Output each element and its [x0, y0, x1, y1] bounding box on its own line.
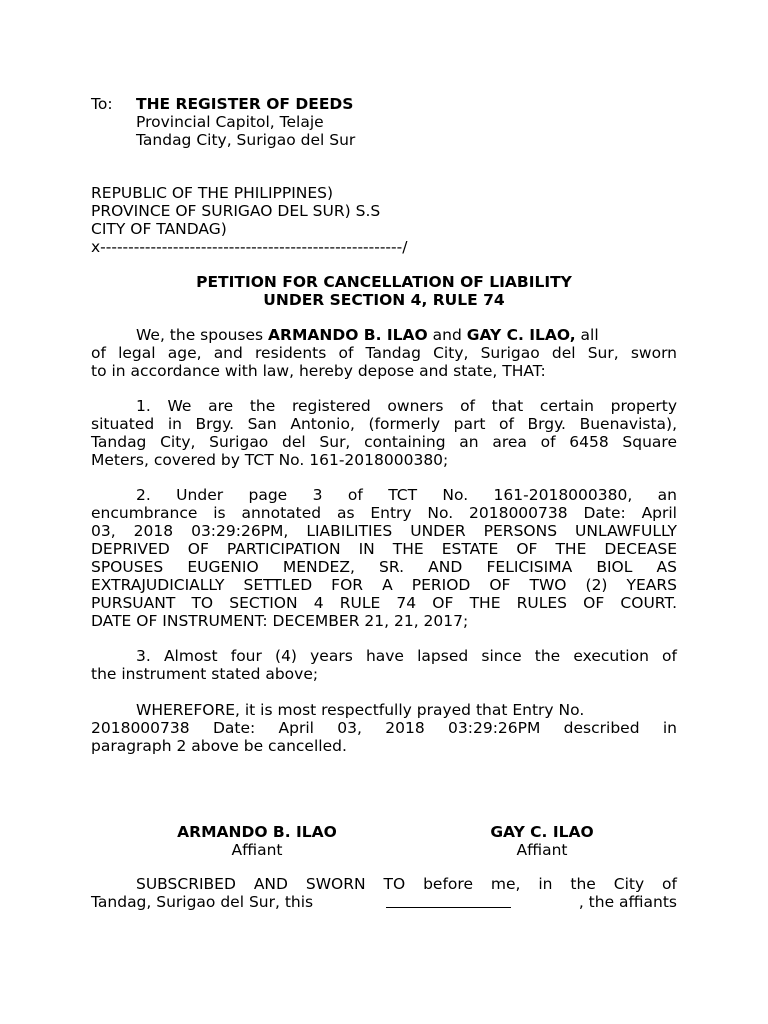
- wherefore-line3: paragraph 2 above be cancelled.: [91, 737, 347, 755]
- signatory-1-name: ARMANDO B. ILAO: [177, 823, 337, 841]
- venue-line3: CITY OF TANDAG): [91, 220, 227, 238]
- para2-line6: EXTRAJUDICIALLY SETTLED FOR A PERIOD OF TWO (2) YEARS: [91, 576, 677, 594]
- jurat-line2: [91, 893, 677, 911]
- jurat-line2-post: , the affiants: [578, 893, 677, 911]
- para1-line1: 1. We are the registered owners of that certain property: [136, 397, 677, 415]
- addressee-address-line1: Provincial Capitol, Telaje: [136, 113, 324, 131]
- jurat-line1: SUBSCRIBED AND SWORN TO before me, in the City of: [136, 875, 677, 893]
- intro-pre: We, the spouses: [136, 326, 269, 344]
- para2-line2: encumbrance is annotated as Entry No. 2018000738 Date: April: [91, 504, 677, 522]
- venue-line1: REPUBLIC OF THE PHILIPPINES): [91, 184, 334, 202]
- date-blank-line: [386, 893, 511, 908]
- intro-post: all: [575, 326, 599, 344]
- venue-separator: x------------------------------------------------------/: [91, 238, 408, 256]
- jurat-line2-pre: Tandag, Surigao del Sur, this: [91, 893, 319, 911]
- venue-line2: PROVINCE OF SURIGAO DEL SUR) S.S: [91, 202, 381, 220]
- intro-name1: ARMANDO B. ILAO: [268, 326, 428, 344]
- document-title-line1: PETITION FOR CANCELLATION OF LIABILITY: [196, 273, 572, 291]
- intro-line3: to in accordance with law, hereby depose and state, THAT:: [91, 362, 546, 380]
- para2-line7: PURSUANT TO SECTION 4 RULE 74 OF THE RULES OF COURT.: [91, 594, 677, 612]
- wherefore-line2: 2018000738 Date: April 03, 2018 03:29:26PM described in: [91, 719, 677, 737]
- para2-line8: DATE OF INSTRUMENT: DECEMBER 21, 21, 2017;: [91, 612, 469, 630]
- para1-line2: situated in Brgy. San Antonio, (formerly part of Brgy. Buenavista),: [91, 415, 677, 433]
- para2-line4: DEPRIVED OF PARTICIPATION IN THE ESTATE OF THE DECEASE: [91, 540, 677, 558]
- signatory-2-name: GAY C. ILAO: [490, 823, 594, 841]
- intro-line1: [136, 326, 599, 344]
- wherefore-line1: WHEREFORE, it is most respectfully prayed that Entry No.: [136, 701, 585, 719]
- para1-line3: Tandag City, Surigao del Sur, containing an area of 6458 Square: [91, 433, 677, 451]
- addressee-to-label: To:: [91, 95, 113, 113]
- intro-line2: of legal age, and residents of Tandag City, Surigao del Sur, sworn: [91, 344, 677, 362]
- document-title-line2: UNDER SECTION 4, RULE 74: [263, 291, 505, 309]
- para3-line2: the instrument stated above;: [91, 665, 319, 683]
- para2-line3: 03, 2018 03:29:26PM, LIABILITIES UNDER PERSONS UNLAWFULLY: [91, 522, 677, 540]
- intro-mid: and: [427, 326, 467, 344]
- para3-line1: 3. Almost four (4) years have lapsed since the execution of: [136, 647, 677, 665]
- para1-line4: Meters, covered by TCT No. 161-2018000380;: [91, 451, 449, 469]
- para2-line1: 2. Under page 3 of TCT No. 161-2018000380, an: [136, 486, 677, 504]
- addressee-name: THE REGISTER OF DEEDS: [136, 95, 354, 113]
- signatory-2-role: Affiant: [516, 841, 568, 859]
- para2-line5: SPOUSES EUGENIO MENDEZ, SR. AND FELICISIMA BIOL AS: [91, 558, 677, 576]
- signatory-1-role: Affiant: [231, 841, 283, 859]
- intro-name2: GAY C. ILAO,: [466, 326, 576, 344]
- addressee-address-line2: Tandag City, Surigao del Sur: [136, 131, 356, 149]
